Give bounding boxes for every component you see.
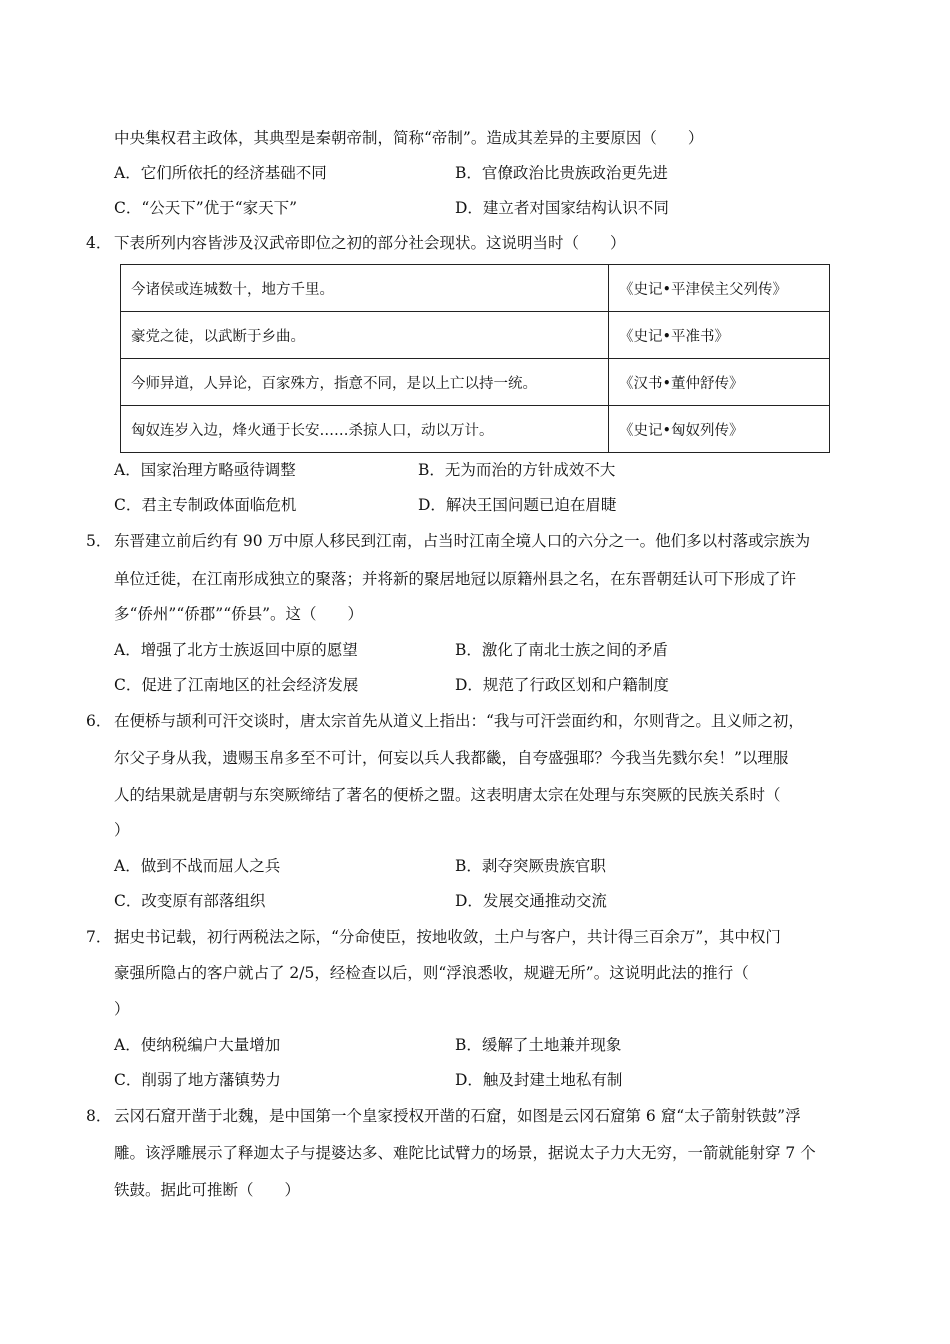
q6-stem-line: 人的结果就是唐朝与东突厥缔结了著名的便桥之盟。这表明唐太宗在处理与东突厥的民族关系时（ (114, 786, 781, 804)
table-cell-source: 《汉书•董仲舒传》 (609, 359, 830, 406)
q3-option-a[interactable]: A．它们所依托的经济基础不同 (114, 164, 327, 182)
table-cell-text: 豪党之徒，以武断于乡曲。 (121, 312, 609, 359)
q8-stem-line: 云冈石窟开凿于北魏，是中国第一个皇家授权开凿的石窟，如图是云冈石窟第 6 窟“太子箭射铁鼓”浮 (114, 1107, 801, 1125)
table-cell-source: 《史记•匈奴列传》 (609, 406, 830, 453)
q5-stem-line: 单位迁徙，在江南形成独立的聚落；并将新的聚居地冠以原籍州县之名，在东晋朝廷认可下形成了许 (114, 570, 797, 588)
table-cell-text: 今诸侯或连城数十，地方千里。 (121, 265, 609, 312)
q4-option-d[interactable]: D．解决王国问题已迫在眉睫 (418, 496, 617, 514)
q3-option-c[interactable]: C．“公天下”优于“家天下” (114, 199, 298, 217)
table-row (121, 406, 830, 453)
q6-option-c[interactable]: C．改变原有部落组织 (114, 892, 266, 910)
table-row (121, 359, 830, 406)
q4-number: 4． (86, 234, 112, 252)
q7-option-c[interactable]: C．削弱了地方藩镇势力 (114, 1071, 281, 1089)
q6-option-b[interactable]: B．剥夺突厥贵族官职 (455, 857, 606, 875)
q7-stem-line: 据史书记载，初行两税法之际，“分命使臣，按地收敛，土户与客户，共计得三百余万”，其中权门 (114, 928, 781, 946)
table-cell-text: 匈奴连岁入边，烽火通于长安……杀掠人口，动以万计。 (121, 406, 609, 453)
q7-stem-line: ） (114, 1000, 130, 1018)
q5-stem-line: 多“侨州”“侨郡”“侨县”。这（ ） (114, 605, 364, 623)
q6-stem-line: ） (114, 821, 130, 839)
q3-option-d[interactable]: D．建立者对国家结构认识不同 (455, 199, 669, 217)
q8-stem-line: 雕。该浮雕展示了释迦太子与提婆达多、难陀比试臂力的场景，据说太子力大无穷，一箭就能射穿 7 个 (114, 1144, 816, 1162)
q8-number: 8． (86, 1107, 112, 1125)
table-row (121, 265, 830, 312)
q7-number: 7． (86, 928, 112, 946)
q5-option-b[interactable]: B．激化了南北士族之间的矛盾 (455, 641, 668, 659)
q7-option-b[interactable]: B．缓解了土地兼并现象 (455, 1036, 622, 1054)
q6-number: 6． (86, 712, 112, 730)
q4-option-c[interactable]: C．君主专制政体面临危机 (114, 496, 297, 514)
q8-stem-line: 铁鼓。据此可推断（ ） (114, 1181, 301, 1199)
q7-stem-line: 豪强所隐占的客户就占了 2/5，经检查以后，则“浮浪悉收，规避无所”。这说明此法的推行（ (114, 964, 749, 982)
q7-option-a[interactable]: A．使纳税编户大量增加 (114, 1036, 281, 1054)
q4-option-b[interactable]: B．无为而治的方针成效不大 (418, 461, 616, 479)
table-cell-text: 今师异道，人异论，百家殊方，指意不同，是以上亡以持一统。 (121, 359, 609, 406)
q6-option-d[interactable]: D．发展交通推动交流 (455, 892, 607, 910)
q6-stem-line: 尔父子身从我，遗赐玉帛多至不可计，何妄以兵人我都畿，自夸盛强耶？今我当先戮尔矣！”以理服 (114, 749, 789, 767)
q6-option-a[interactable]: A．做到不战而屈人之兵 (114, 857, 281, 875)
q5-number: 5． (86, 532, 112, 550)
q7-option-d[interactable]: D．触及封建土地私有制 (455, 1071, 623, 1089)
q6-stem-line: 在便桥与颉利可汗交谈时，唐太宗首先从道义上指出：“我与可汗尝面约和，尔则背之。且义师之初， (114, 712, 804, 730)
q4-option-a[interactable]: A．国家治理方略亟待调整 (114, 461, 296, 479)
q4-source-table (120, 264, 830, 453)
q5-stem-line: 东晋建立前后约有 90 万中原人移民到江南，占当时江南全境人口的六分之一。他们多以村落或宗族为 (114, 532, 811, 550)
q3-stem-tail: 中央集权君主政体，其典型是秦朝帝制，简称“帝制”。造成其差异的主要原因（ ） (114, 129, 704, 147)
q3-option-b[interactable]: B．官僚政治比贵族政治更先进 (455, 164, 668, 182)
table-cell-source: 《史记•平准书》 (609, 312, 830, 359)
table-row (121, 312, 830, 359)
q5-option-a[interactable]: A．增强了北方士族返回中原的愿望 (114, 641, 358, 659)
q5-option-d[interactable]: D．规范了行政区划和户籍制度 (455, 676, 669, 694)
q4-stem: 下表所列内容皆涉及汉武帝即位之初的部分社会现状。这说明当时（ ） (114, 234, 626, 252)
q5-option-c[interactable]: C．促进了江南地区的社会经济发展 (114, 676, 359, 694)
table-cell-source: 《史记•平津侯主父列传》 (609, 265, 830, 312)
